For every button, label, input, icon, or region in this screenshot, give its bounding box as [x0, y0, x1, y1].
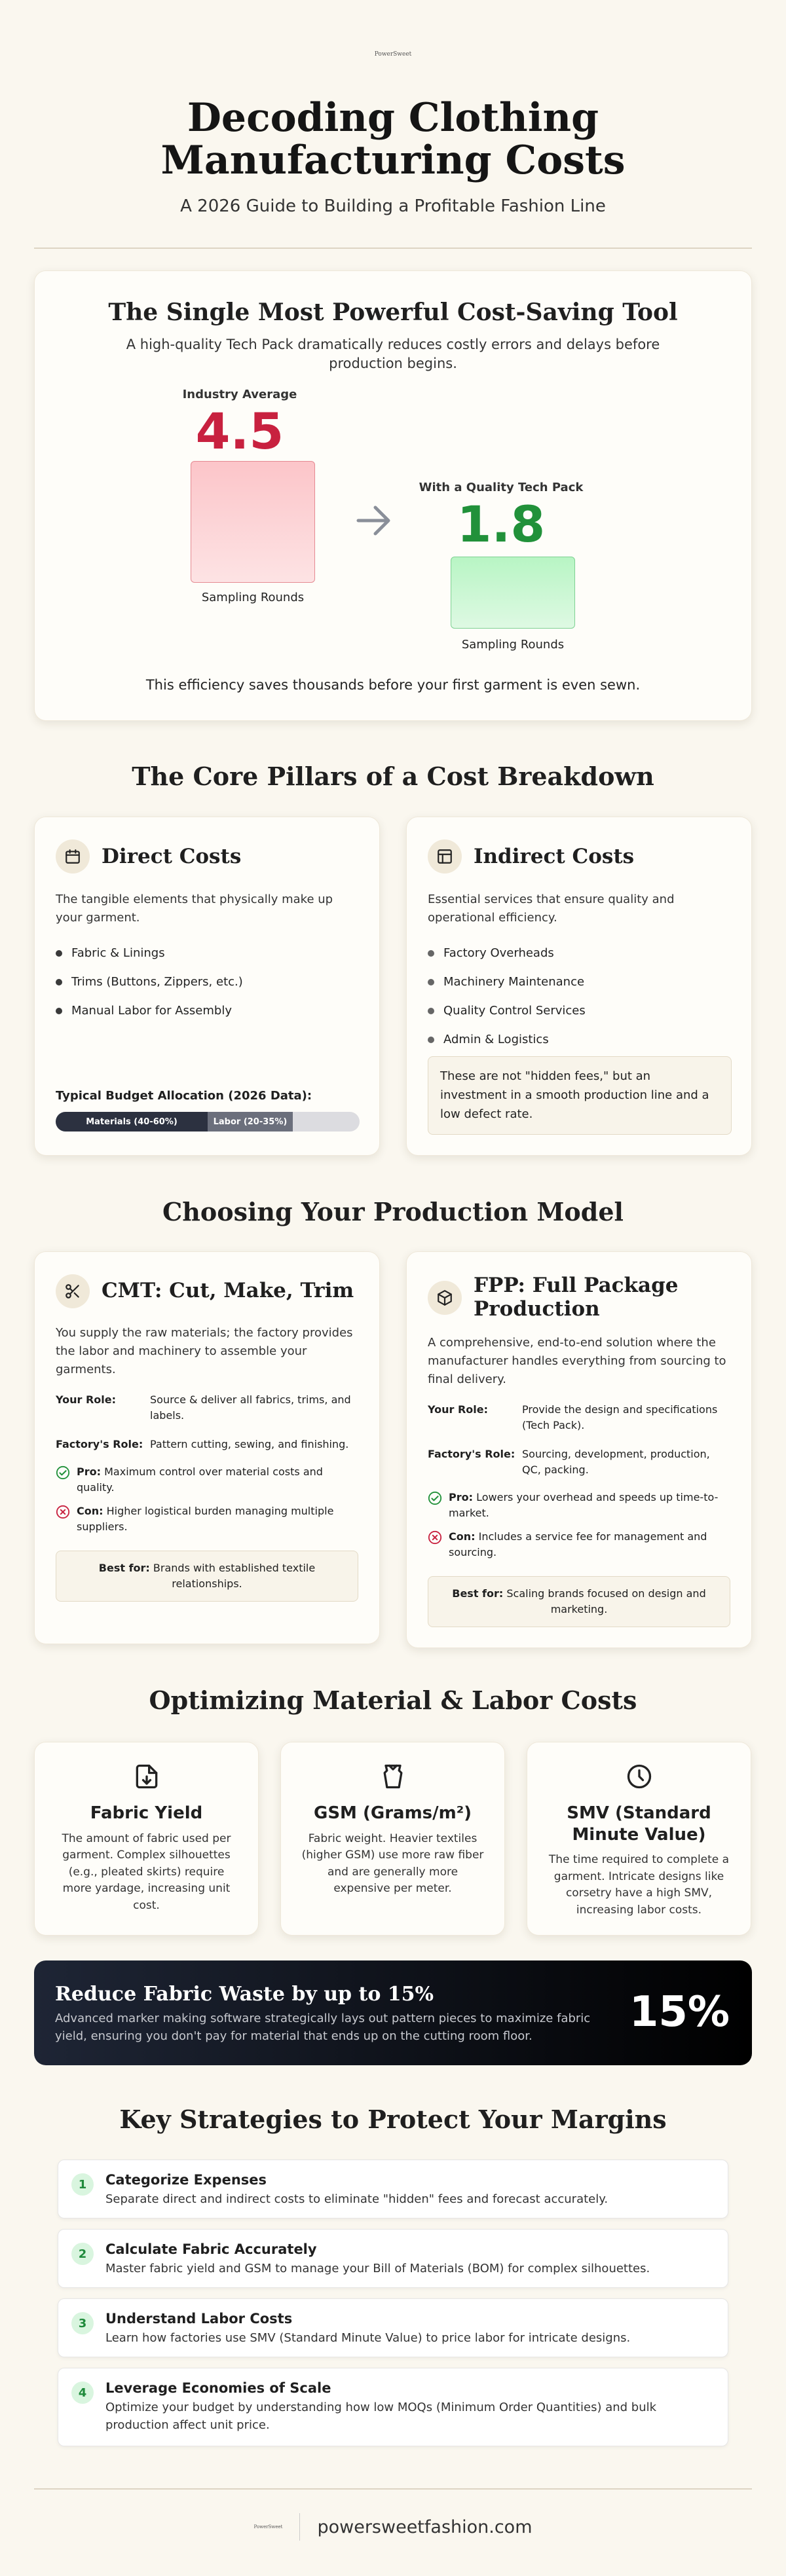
- gsm-text: Fabric weight. Heavier textiles (higher GSM) use more raw fiber and are generally more expensive per meter.: [301, 1831, 484, 1895]
- techpack-card: [34, 270, 752, 721]
- optimize-title: Optimizing Material & Labor Costs: [149, 1685, 637, 1715]
- fpp-con: Con: Includes a service fee for management and sourcing.: [428, 1529, 730, 1560]
- strategy-item: [58, 2298, 728, 2357]
- cmt-your-role: Your Role: Source & deliver all fabrics, trims, and labels.: [56, 1393, 351, 1422]
- cmt-description: You supply the raw materials; the factory provides the labor and machinery to assemble your garments.: [56, 1326, 353, 1376]
- arrow-right-icon: [354, 504, 394, 538]
- page-title: Decoding Clothing Manufacturing Costs: [160, 95, 626, 183]
- cmt-pro: Pro: Maximum control over material costs and quality.: [56, 1464, 358, 1496]
- footer-separator: [299, 2513, 300, 2541]
- tech-pack-bar: [451, 557, 575, 629]
- list-item: Trims (Buttons, Zippers, etc.): [56, 968, 358, 997]
- gsm-title: GSM (Grams/m²): [313, 1803, 472, 1823]
- gsm-card: [280, 1742, 505, 1936]
- budget-title: Typical Budget Allocation (2026 Data):: [56, 1089, 312, 1103]
- strategy-item: [58, 2160, 728, 2218]
- cmt-best-for: Best for: Brands with established textile relationships.: [56, 1551, 358, 1602]
- strategy-title: Calculate Fabric Accurately: [105, 2241, 317, 2257]
- fpp-title: FPP: Full Package Production: [474, 1274, 679, 1321]
- fpp-best-for: Best for: Scaling brands focused on design and marketing.: [428, 1576, 730, 1627]
- cmt-factory-role: Factory's Role: Pattern cutting, sewing, and finishing.: [56, 1437, 349, 1450]
- list-item: Quality Control Services: [428, 997, 730, 1025]
- fabric-waste-banner: [34, 1960, 752, 2065]
- strategy-title: Understand Labor Costs: [105, 2311, 293, 2327]
- x-circle-icon: [428, 1530, 442, 1545]
- fabric-yield-text: The amount of fabric used per garment. Complex silhouettes (e.g., pleated skirts) require more yardage, increasing unit cost.: [62, 1831, 231, 1912]
- fpp-your-role: Your Role: Provide the design and specifications (Tech Pack).: [428, 1403, 718, 1431]
- industry-average-bar: [191, 461, 315, 583]
- fpp-pro: Pro: Lowers your overhead and speeds up time-to-market.: [428, 1490, 730, 1521]
- layout-icon: [428, 839, 462, 874]
- strategies-title: Key Strategies to Protect Your Margins: [119, 2105, 667, 2134]
- strategy-number: 1: [71, 2173, 94, 2196]
- box-icon: [428, 1281, 462, 1315]
- x-circle-icon: [56, 1505, 70, 1519]
- list-item: Admin & Logistics: [428, 1025, 730, 1054]
- strategy-item: [58, 2229, 728, 2288]
- tech-pack-label: With a Quality Tech Pack: [419, 481, 584, 494]
- techpack-footer: This efficiency saves thousands before your first garment is even sewn.: [145, 677, 641, 693]
- indirect-costs-card: [406, 817, 752, 1156]
- list-item: Fabric & Linings: [56, 939, 358, 968]
- fabric-yield-card: [34, 1742, 259, 1936]
- list-item: Machinery Maintenance: [428, 968, 730, 997]
- check-circle-icon: [428, 1491, 442, 1505]
- strategy-number: 4: [71, 2382, 94, 2404]
- scissors-icon: [56, 1274, 90, 1308]
- direct-costs-description: The tangible elements that physically make up your garment.: [56, 892, 333, 925]
- file-download-icon: [54, 1759, 238, 1794]
- banner-text: Advanced marker making software strategically lays out pattern pieces to maximize fabric yield, ensuring you don't pay for material that ends up on the cutting room floor.: [55, 2012, 591, 2043]
- fpp-factory-role: Factory's Role: Sourcing, development, production, QC, packing.: [428, 1447, 710, 1476]
- footer-logo: PowerSweet: [253, 2524, 283, 2530]
- smv-text: The time required to complete a garment. Intricate designs like corsetry have a high SMV, increasing labor costs.: [548, 1853, 730, 1917]
- strategy-title: Categorize Expenses: [105, 2172, 267, 2188]
- direct-costs-title: Direct Costs: [102, 845, 242, 868]
- strategy-title: Leverage Economies of Scale: [105, 2380, 331, 2396]
- budget-segment-labor: Labor (20-35%): [208, 1112, 293, 1132]
- list-item: Manual Labor for Assembly: [56, 997, 358, 1025]
- cmt-title: CMT: Cut, Make, Trim: [102, 1279, 354, 1303]
- fpp-card: [406, 1251, 752, 1648]
- footer-url-link[interactable]: powersweetfashion.com: [317, 2516, 533, 2537]
- budget-allocation-bar: [56, 1112, 360, 1132]
- direct-costs-list: [56, 939, 358, 1025]
- indirect-costs-list: [428, 939, 730, 1054]
- banner-title: Reduce Fabric Waste by up to 15%: [55, 1983, 434, 2006]
- indirect-costs-title: Indirect Costs: [474, 845, 635, 868]
- strategy-number: 2: [71, 2243, 94, 2265]
- footer-divider: [34, 2488, 752, 2490]
- strategy-number: 3: [71, 2312, 94, 2334]
- tech-pack-value: 1.8: [457, 495, 546, 553]
- fabric-yield-title: Fabric Yield: [90, 1803, 203, 1823]
- check-circle-icon: [56, 1465, 70, 1480]
- tech-pack-caption: Sampling Rounds: [461, 638, 565, 652]
- indirect-costs-description: Essential services that ensure quality and operational efficiency.: [428, 892, 675, 925]
- smv-title: SMV (Standard Minute Value): [567, 1803, 711, 1845]
- strategy-text: Separate direct and indirect costs to eliminate "hidden" fees and forecast accurately.: [105, 2192, 608, 2206]
- industry-average-value: 4.5: [195, 402, 284, 460]
- industry-average-caption: Sampling Rounds: [201, 591, 305, 604]
- strategy-item: [58, 2368, 728, 2446]
- header-divider: [34, 248, 752, 249]
- cmt-card: [34, 1251, 380, 1644]
- smv-card: [527, 1742, 751, 1936]
- techpack-description: A high-quality Tech Pack dramatically reduces costly errors and delays before production begins.: [126, 337, 660, 372]
- clock-icon: [547, 1759, 731, 1794]
- list-item: Factory Overheads: [428, 939, 730, 968]
- techpack-title: The Single Most Powerful Cost-Saving Tool: [108, 299, 678, 326]
- page-subtitle: A 2026 Guide to Building a Profitable Fashion Line: [180, 196, 606, 216]
- direct-costs-card: [34, 817, 380, 1156]
- indirect-costs-note: These are not "hidden fees," but an investment in a smooth production line and a low defect rate.: [428, 1056, 732, 1135]
- models-title: Choosing Your Production Model: [162, 1197, 624, 1226]
- brand-logo: PowerSweet: [374, 51, 412, 58]
- pillars-title: The Core Pillars of a Cost Breakdown: [132, 762, 654, 791]
- industry-average-label: Industry Average: [182, 388, 297, 401]
- strategy-text: Learn how factories use SMV (Standard Minute Value) to price labor for intricate designs.: [105, 2331, 631, 2345]
- cmt-con: Con: Higher logistical burden managing multiple suppliers.: [56, 1503, 358, 1535]
- budget-segment-materials: Materials (40-60%): [56, 1112, 208, 1132]
- calendar-icon: [56, 839, 90, 874]
- fpp-description: A comprehensive, end-to-end solution where the manufacturer handles everything from sourcing to final delivery.: [428, 1336, 726, 1387]
- strategy-text: Master fabric yield and GSM to manage your Bill of Materials (BOM) for complex silhouettes.: [105, 2262, 650, 2275]
- banner-percent: 15%: [629, 1988, 730, 2036]
- shirt-icon: [301, 1759, 485, 1794]
- footer: [0, 2513, 786, 2541]
- strategy-text: Optimize your budget by understanding how low MOQs (Minimum Order Quantities) and bulk production affect unit price.: [105, 2401, 657, 2432]
